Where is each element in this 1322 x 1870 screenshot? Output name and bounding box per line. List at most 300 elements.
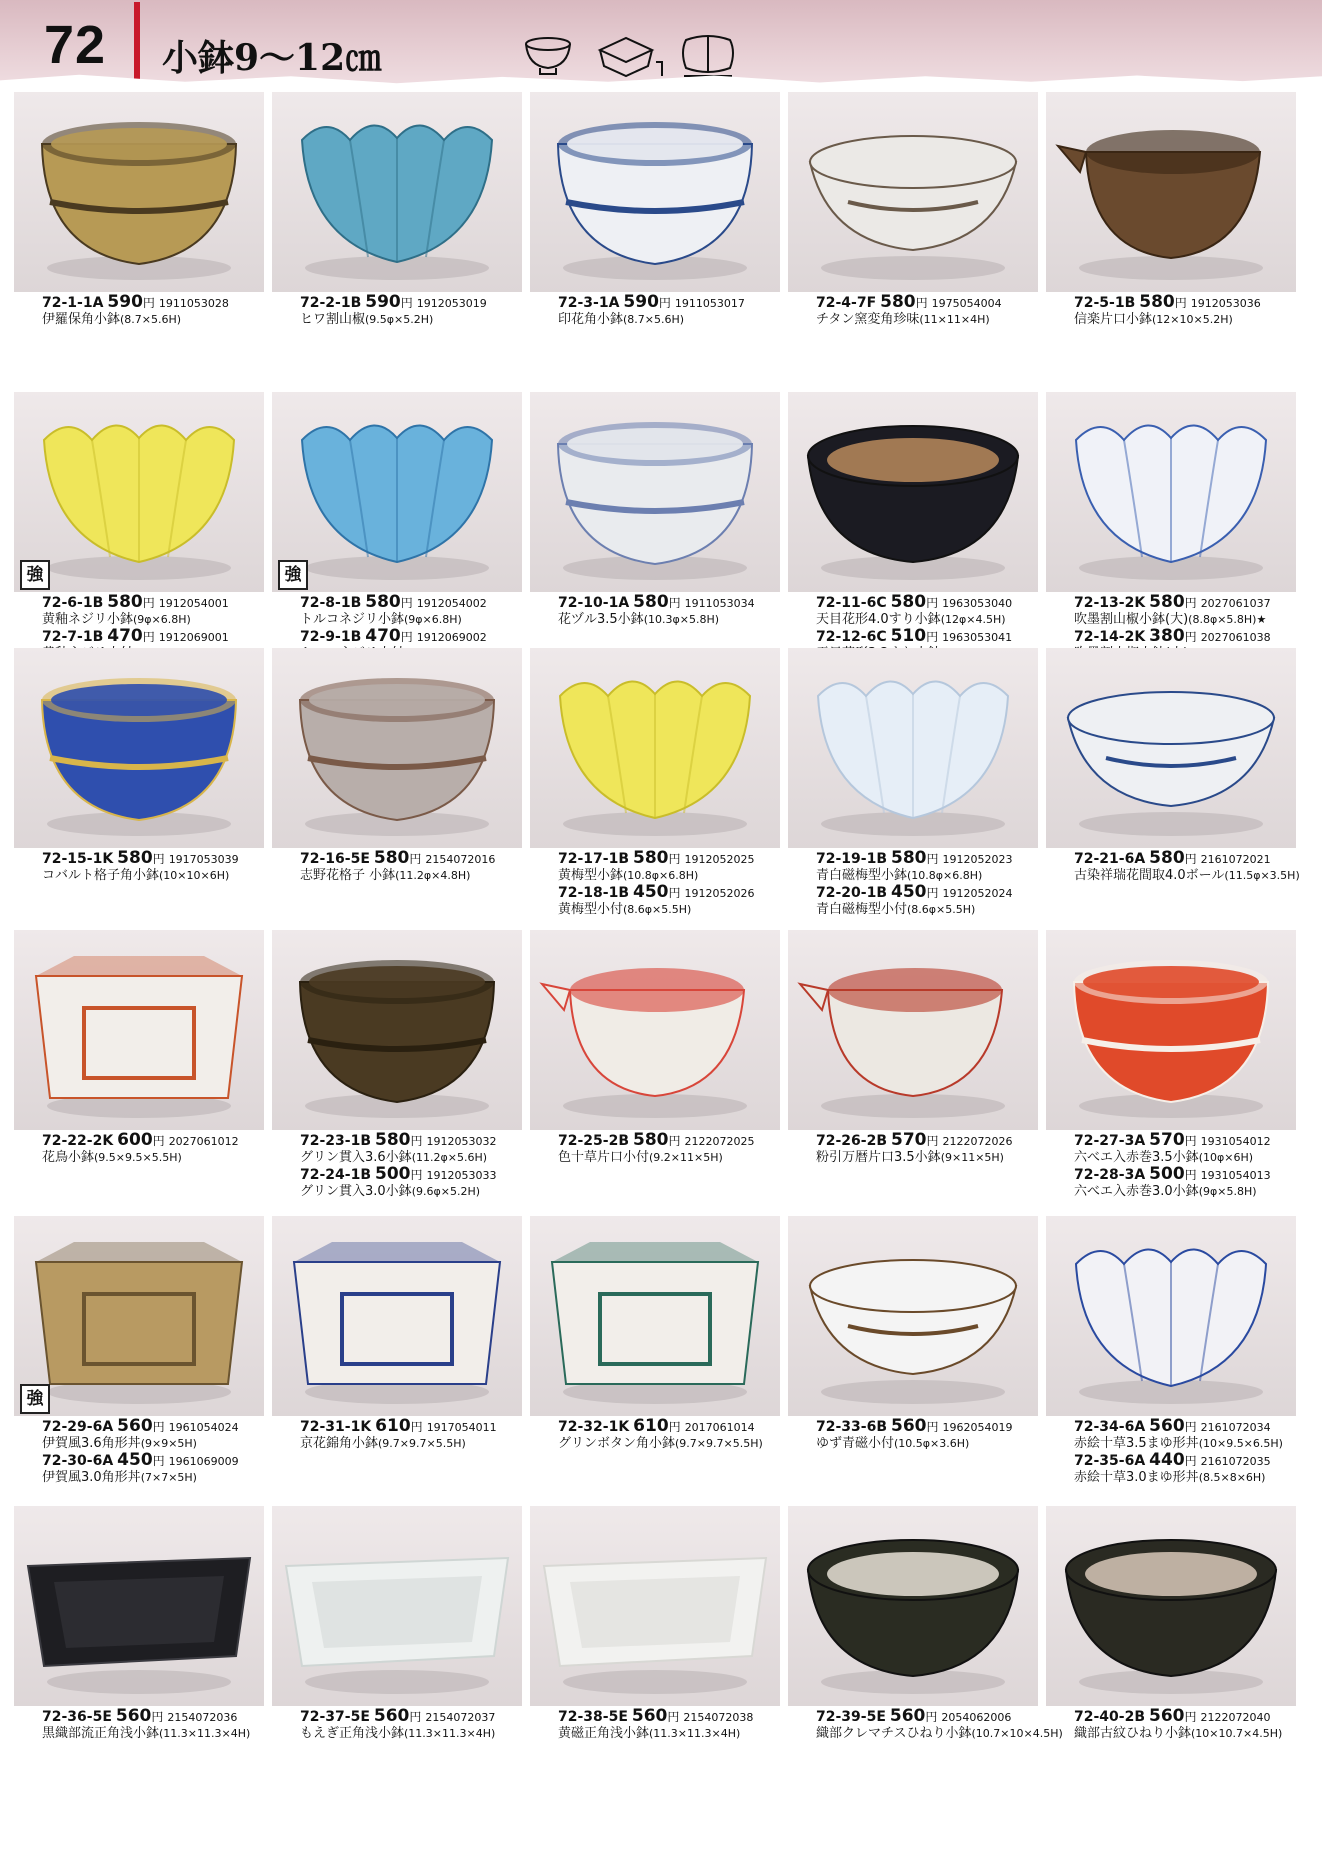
product-name: 織部古紋ひねり小鉢 [1074,1726,1192,1741]
yen-unit: 円 [409,1710,422,1724]
product-info [1074,1418,1314,1486]
product-info [42,1418,282,1486]
product-size: (10×9.5×6.5H) [1198,1437,1283,1450]
product-size: (9φ×5.8H) [1198,1185,1257,1198]
product-price: 580 [107,592,143,612]
product-price: 610 [633,1416,669,1436]
yen-unit: 円 [1184,1168,1197,1182]
product-price: 450 [890,882,927,902]
yen-unit: 円 [926,886,939,900]
yen-unit: 円 [152,1420,165,1434]
product-photo [788,92,1038,292]
product-name-line [816,1726,1063,1742]
flower-illustration [788,648,1038,848]
spout-illustration [1046,92,1296,292]
product-code-line [816,294,1056,312]
square-illustration [272,1216,522,1416]
product-code: 72-14-2K [1074,629,1146,645]
product-info [42,1708,282,1742]
product-photo [272,1216,522,1416]
product-code: 72-9-1B [300,629,362,645]
product-info [816,294,1056,328]
product-name-line [42,1726,282,1742]
product-price: 560 [889,1706,926,1726]
product-code: 72-8-1B [300,595,362,611]
product-name: 青白磁梅型小鉢 [816,868,908,883]
product-size: (10×10.7×4.5H) [1191,1727,1283,1740]
product-size: (10×10×6H) [159,869,230,882]
product-info [300,1708,540,1742]
plate-illustration [14,1506,264,1706]
product-code-line [1074,1132,1314,1150]
square-illustration [14,1216,264,1416]
jan-code: 1912069002 [416,631,487,644]
jan-code: 1975054004 [931,297,1002,310]
jan-code: 1912052024 [942,887,1013,900]
product-name: コバルト格子角小鉢 [42,868,160,883]
jan-code: 1912053033 [426,1169,497,1182]
product-name-line [300,612,540,628]
product-photo [1046,1506,1296,1706]
yen-unit: 円 [1184,630,1197,644]
spouted-bowl-icon [683,36,733,76]
yen-unit: 円 [410,1168,423,1182]
jan-code: 2161072035 [1200,1455,1271,1468]
product-code-line [558,884,798,902]
jan-code: 1912069001 [158,631,229,644]
product-photo [14,392,264,592]
product-info [42,1132,282,1166]
product-code-line [1074,1708,1314,1726]
yen-unit: 円 [926,1134,939,1148]
yen-unit: 円 [667,1710,680,1724]
product-code: 72-17-1B [558,851,629,867]
product-code: 72-37-5E [300,1709,370,1725]
product-name: 天目花形4.0すり小鉢 [816,612,941,627]
flower-illustration [530,648,780,848]
product-code: 72-39-5E [816,1709,886,1725]
product-size: (9×11×5H) [940,1151,1004,1164]
product-name: 六べエ入赤巻3.5小鉢 [1074,1150,1199,1165]
page-number: 72 [44,15,107,75]
product-price: 590 [365,292,401,312]
product-name-line [558,868,798,884]
product-price: 560 [1148,1706,1185,1726]
product-price: 580 [632,848,669,868]
product-name: 色十草片口小付 [558,1150,650,1165]
product-price: 450 [632,882,669,902]
flower-illustration [272,92,522,292]
product-code: 72-32-1K [558,1419,630,1435]
flower-illustration [14,392,264,592]
product-code: 72-34-6A [1074,1419,1146,1435]
product-code-line [558,850,798,868]
product-code: 72-1-1A [42,295,104,311]
product-name-line [1074,1184,1314,1200]
product-code-line [42,1452,282,1470]
yen-unit: 円 [915,296,928,310]
jan-code: 2027061037 [1200,597,1271,610]
yen-unit: 円 [1184,852,1197,866]
jan-code: 1911053034 [684,597,755,610]
product-code-line [816,884,1056,902]
product-name-line [300,1436,540,1452]
product-photo [530,392,780,592]
product-size: (8.8φ×5.8H)★ [1188,613,1267,626]
yen-unit: 円 [1184,1710,1197,1724]
product-code-line [300,294,540,312]
product-price: 580 [1149,848,1185,868]
product-code-line [300,1166,540,1184]
product-code-line [816,1708,1056,1726]
product-code-line [42,294,282,312]
product-name: 吹墨割山椒小鉢(大) [1074,612,1189,627]
product-size: (10.5φ×3.6H) [894,1437,970,1450]
product-code-line [816,1132,1056,1150]
product-info [558,1418,798,1452]
bowl-illustration [272,930,522,1130]
product-price: 590 [107,292,143,312]
product-code-line [558,594,798,612]
product-code: 72-36-5E [42,1709,112,1725]
jan-code: 2017061014 [684,1421,755,1434]
product-size: (9×9×5H) [140,1437,197,1450]
product-info [1074,1132,1314,1200]
jan-code: 1963053041 [942,631,1013,644]
product-name: 伊賀風3.0角形丼 [42,1470,141,1485]
product-name: 信楽片口小鉢 [1074,312,1153,327]
yen-unit: 円 [400,296,413,310]
product-code-line [300,628,540,646]
jan-code: 1931054013 [1200,1169,1271,1182]
product-name: 六べエ入赤巻3.0小鉢 [1074,1184,1199,1199]
product-name-line [1074,868,1314,884]
product-code-line [42,1132,282,1150]
jan-code: 2161072021 [1200,853,1271,866]
product-photo [14,1216,264,1416]
yen-unit: 円 [668,1134,681,1148]
product-size: (10.8φ×6.8H) [907,869,983,882]
yen-unit: 円 [152,852,165,866]
product-size: (8.7×5.6H) [120,313,182,326]
product-photo [272,930,522,1130]
jan-code: 2154072038 [683,1711,754,1724]
product-info [816,1418,1056,1452]
yen-unit: 円 [142,296,155,310]
product-size: (9φ×6.8H) [133,613,191,626]
plate-illustration [272,1506,522,1706]
round-bowl-icon [526,38,570,74]
product-photo [530,1216,780,1416]
product-photo [1046,648,1296,848]
product-size: (9.5φ×5.2H) [365,313,434,326]
shape-icons [518,32,748,82]
jan-code: 1961054024 [168,1421,239,1434]
yen-unit: 円 [925,1710,938,1724]
strong-badge: 強 [20,560,50,590]
product-name: グリンボタン角小鉢 [558,1436,676,1451]
product-code: 72-38-5E [558,1709,628,1725]
product-price: 470 [107,626,143,646]
product-price: 580 [373,848,410,868]
product-code: 72-27-3A [1074,1133,1146,1149]
product-photo [788,930,1038,1130]
product-code-line [1074,294,1314,312]
product-name: 志野花格子 小鉢 [300,868,396,883]
product-name: 黄梅型小付 [558,902,624,917]
bowl-illustration [14,92,264,292]
suribachi-illustration [788,392,1038,592]
product-photo [1046,392,1296,592]
product-price: 560 [373,1706,410,1726]
product-code: 72-29-6A [42,1419,114,1435]
jan-code: 1912054002 [416,597,487,610]
product-name-line [42,612,282,628]
product-name-line [1074,312,1314,328]
product-name-line [816,1150,1056,1166]
product-photo [1046,1216,1296,1416]
product-size: (9φ×6.8H) [404,613,462,626]
page-title: 小鉢9～12㎝ [162,37,382,79]
product-code: 72-22-2K [42,1133,114,1149]
product-price: 560 [117,1416,153,1436]
yen-unit: 円 [926,630,939,644]
product-name-line [300,868,540,884]
product-price: 580 [890,592,927,612]
product-code: 72-20-1B [816,885,887,901]
product-size: (11×11×4H) [919,313,990,326]
jan-code: 1931054012 [1200,1135,1271,1148]
product-code: 72-18-1B [558,885,629,901]
product-code-line [42,1708,282,1726]
product-size: (10.7×10×4.5H) [971,1727,1063,1740]
product-price: 580 [633,592,669,612]
product-code-line [42,594,282,612]
product-price: 470 [365,626,401,646]
product-name: トルコネジリ小鉢 [300,612,405,627]
jan-code: 2154072037 [425,1711,496,1724]
page-header [0,0,1322,86]
product-name-line [42,312,282,328]
product-photo [14,92,264,292]
product-code-line [558,294,798,312]
product-code-line [816,850,1056,868]
bowl-illustration [530,392,780,592]
product-name-line [1074,1726,1314,1742]
yen-unit: 円 [152,1454,165,1468]
product-code: 72-33-6B [816,1419,887,1435]
yen-unit: 円 [400,596,413,610]
product-code-line [1074,628,1314,646]
product-code: 72-12-6C [816,629,887,645]
product-price: 450 [117,1450,153,1470]
jan-code: 1912053019 [416,297,487,310]
product-info [816,850,1056,918]
product-photo [272,1506,522,1706]
product-info [816,1132,1056,1166]
product-name-line [1074,1150,1314,1166]
jan-code: 1912053032 [426,1135,497,1148]
product-info [558,1708,798,1742]
product-code: 72-13-2K [1074,595,1146,611]
product-code: 72-7-1B [42,629,104,645]
product-code: 72-19-1B [816,851,887,867]
yen-unit: 円 [926,596,939,610]
product-name-line [42,1436,282,1452]
yen-unit: 円 [410,1134,423,1148]
product-size: (8.5×8×6H) [1198,1471,1266,1484]
product-name-line [42,1150,282,1166]
product-name: 黒織部流正角浅小鉢 [42,1726,160,1741]
suribachi-illustration [1046,1506,1296,1706]
flower-illustration [1046,392,1296,592]
jan-code: 1962054019 [942,1421,1013,1434]
jan-code: 2122072040 [1200,1711,1271,1724]
product-size: (11.2φ×5.6H) [411,1151,488,1164]
product-size: (11.2φ×4.8H) [395,869,471,882]
yen-unit: 円 [142,630,155,644]
product-name-line [42,1470,282,1486]
flower-illustration [272,392,522,592]
product-price: 560 [115,1706,152,1726]
yen-unit: 円 [1184,1134,1197,1148]
product-code: 72-16-5E [300,851,370,867]
jan-code: 1961069009 [168,1455,239,1468]
product-name-line [42,868,282,884]
product-info [1074,294,1314,328]
product-name: 黄梅型小鉢 [558,868,624,883]
product-name-line [300,1726,540,1742]
product-code: 72-15-1K [42,851,114,867]
product-name-line [816,1436,1056,1452]
product-code-line [300,1708,540,1726]
product-name-line [558,312,798,328]
strong-badge: 強 [20,1384,50,1414]
product-price: 580 [374,1130,411,1150]
product-name: ヒワ割山椒 [300,312,366,327]
square-illustration [14,930,264,1130]
product-price: 500 [1149,1164,1185,1184]
shallow-illustration [788,1216,1038,1416]
product-name: 花鳥小鉢 [42,1150,95,1165]
product-price: 560 [631,1706,668,1726]
yen-unit: 円 [668,1420,681,1434]
yen-unit: 円 [668,886,681,900]
yen-unit: 円 [926,852,939,866]
product-info [300,1132,540,1200]
product-code-line [816,628,1056,646]
product-photo [272,92,522,292]
product-code-line [1074,850,1314,868]
product-info [300,294,540,328]
product-code: 72-3-1A [558,295,620,311]
product-price: 580 [632,1130,669,1150]
product-photo [530,92,780,292]
jan-code: 2154072016 [425,853,496,866]
product-price: 570 [1149,1130,1185,1150]
product-name: 黄磁正角浅小鉢 [558,1726,650,1741]
yen-unit: 円 [926,1420,939,1434]
yen-unit: 円 [409,852,422,866]
product-name-line [816,902,1056,918]
product-price: 580 [890,848,927,868]
jan-code: 1911053028 [158,297,229,310]
product-code-line [558,1708,798,1726]
square-illustration [530,1216,780,1416]
product-photo [14,648,264,848]
spout-illustration [788,930,1038,1130]
jan-code: 1912054001 [158,597,229,610]
product-size: (9.2×11×5H) [649,1151,723,1164]
product-info [42,850,282,884]
product-name-line [816,868,1056,884]
product-code-line [816,1418,1056,1436]
product-code-line [558,1418,798,1436]
product-code-line [300,1132,540,1150]
product-name: 印花角小鉢 [558,312,624,327]
product-info [558,850,798,918]
product-photo [788,392,1038,592]
suribachi-illustration [788,1506,1038,1706]
product-size: (9.5×9.5×5.5H) [94,1151,182,1164]
product-photo [1046,92,1296,292]
product-info [300,850,540,884]
product-code-line [1074,1166,1314,1184]
shallow-illustration [1046,648,1296,848]
product-code-line [558,1132,798,1150]
product-name: チタン窯変角珍味 [816,312,920,327]
product-code: 72-26-2B [816,1133,887,1149]
product-code-line [300,594,540,612]
product-size: (10.8φ×6.8H) [623,869,699,882]
product-name-line [1074,1470,1314,1486]
bowl-illustration [1046,930,1296,1130]
product-size: (12φ×4.5H) [940,613,1006,626]
bowl-illustration [14,648,264,848]
product-code: 72-25-2B [558,1133,629,1149]
product-photo [530,648,780,848]
product-name: ゆず青磁小付 [816,1436,895,1451]
product-price: 510 [890,626,927,646]
product-name: 赤絵十草3.5まゆ形丼 [1074,1436,1199,1451]
product-name: 伊賀風3.6角形丼 [42,1436,141,1451]
jan-code: 1917053039 [168,853,239,866]
yen-unit: 円 [142,596,155,610]
product-code-line [816,594,1056,612]
product-price: 570 [890,1130,927,1150]
product-code: 72-30-6A [42,1453,114,1469]
product-size: (8.6φ×5.5H) [907,903,976,916]
product-photo [272,648,522,848]
product-name: もえぎ正角浅小鉢 [300,1726,405,1741]
product-code-line [42,1418,282,1436]
product-photo [14,1506,264,1706]
product-size: (11.3×11.3×4H) [404,1727,496,1740]
product-name: グリン貫入3.6小鉢 [300,1150,412,1165]
bowl-illustration [272,648,522,848]
product-code: 72-21-6A [1074,851,1146,867]
product-name: 黄釉ネジリ小鉢 [42,612,134,627]
product-name-line [300,1184,540,1200]
product-info [558,294,798,328]
jan-code: 1912053036 [1190,297,1261,310]
product-name-line [1074,612,1314,628]
product-price: 560 [1149,1416,1185,1436]
product-name: 伊羅保角小鉢 [42,312,121,327]
product-name-line [816,312,1056,328]
product-name: 青白磁梅型小付 [816,902,908,917]
yen-unit: 円 [1184,1454,1197,1468]
